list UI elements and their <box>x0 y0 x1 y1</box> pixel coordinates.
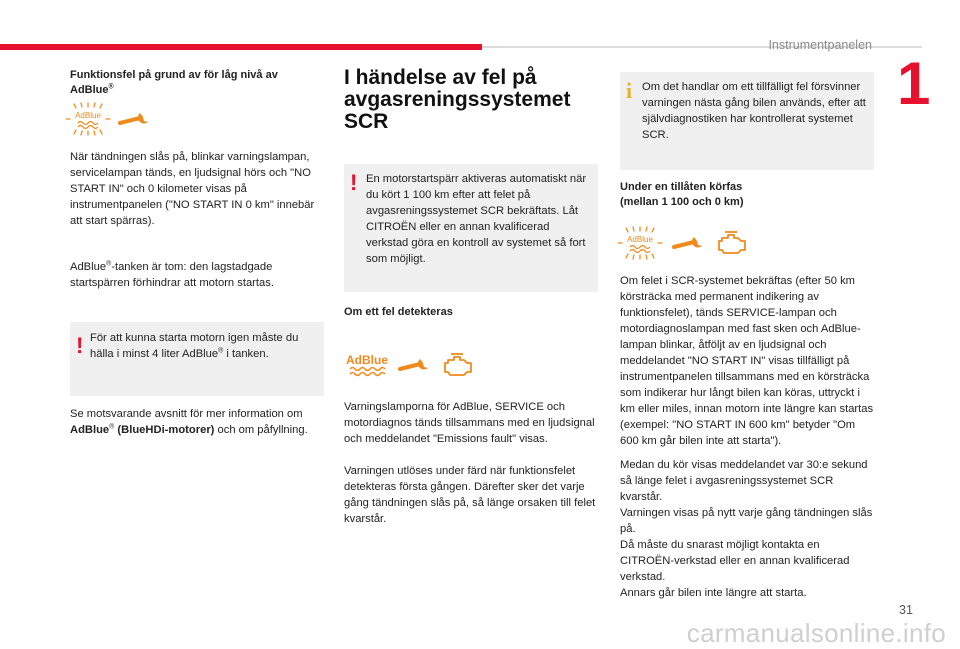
col2-title: I händelse av fel på avgasreningssystemet SCR <box>344 66 571 133</box>
col3-para5: Annars går bilen inte längre att starta. <box>620 587 807 599</box>
section-title: Instrumentpanelen <box>768 38 872 52</box>
watermark: carmanualsonline.info <box>686 618 946 648</box>
engine-icon <box>714 228 748 258</box>
col1-para1: När tändningen slås på, blinkar varningslampan, servicelampan tänds, en ljudsignal hörs och "NO START IN" och 0 kilometer visas på instrumentpanelen ("NO START IN 0 km" innebär att start spärras). <box>70 151 315 227</box>
svg-text:AdBlue: AdBlue <box>627 235 653 244</box>
col3-subheading: Under en tillåten körfas (mellan 1 100 och 0 km) <box>620 181 744 208</box>
adblue-warning-icon <box>66 102 114 136</box>
col1-warning-text: För att kunna starta motorn igen måste du hälla i minst 4 liter AdBlue® i tanken. <box>90 332 299 360</box>
col2-subheading: Om ett fel detekteras <box>344 306 453 318</box>
col3-para3: Varningen visas på nytt varje gång tändningen slås på. <box>620 507 873 535</box>
col3-info-box <box>620 72 874 170</box>
col1-para2: AdBlue®-tanken är tom: den lagstadgade startspärren förhindrar att motorn startas. <box>70 260 274 289</box>
header-red-bar <box>0 44 482 50</box>
col1-see-also: Se motsvarande avsnitt för mer information om AdBlue® (BlueHDi-motorer) och om påfyllning. <box>70 408 308 436</box>
svg-text:AdBlue: AdBlue <box>346 353 388 367</box>
svg-text:AdBlue: AdBlue <box>75 111 101 120</box>
wrench-icon <box>398 356 434 376</box>
wrench-icon <box>672 234 708 254</box>
engine-icon <box>440 350 474 380</box>
info-icon: i <box>626 78 633 103</box>
col3-info-text: Om det handlar om ett tillfälligt fel försvinner varningen nästa gång bilen används, efter att självdiagnostiken har kontrollerat systemet SCR. <box>642 81 866 141</box>
col1-heading: Funktionsfel på grund av för låg nivå av AdBlue® <box>70 69 278 96</box>
col3-para2: Medan du kör visas meddelandet var 30:e sekund så länge felet i avgasreningssystemet SCR kvarstår. <box>620 459 868 503</box>
chapter-number: 1 <box>897 50 931 117</box>
wrench-icon <box>118 110 154 130</box>
col2-warning-box <box>344 164 598 292</box>
col2-para1: Varningslamporna för AdBlue, SERVICE och motordiagnos tänds tillsammans med en ljudsignal och meddelandet "Emissions fault" visas. <box>344 401 595 445</box>
col2-para2: Varningen utlöses under färd när funktionsfelet detekteras första gången. Därefter sker det varje gång tändningen slås på, så länge orsaken till felet kvarstår. <box>344 465 596 525</box>
col1-warning-box <box>70 322 324 396</box>
warning-icon: ! <box>350 170 358 195</box>
adblue-warning-icon <box>618 226 666 260</box>
col3-para1: Om felet i SCR-systemet bekräftas (efter 50 km körsträcka med permanent indikering av funktionsfelet), tänds SERVICE-lampan och motordiagnoslampan med fast sken och AdBlue-lampan blinkar, åtföljt av en ljudsignal och meddelandet "NO START IN" visas tillfälligt på instrumentpanelen tillsammans med en körsträcka som indikerar hur långt bilen kan köras, uttryckt i km eller miles, innan motorn inte längre kan startas (exempel: "NO START IN 600 km" betyder "Om 600 km går bilen inte att starta"). <box>620 275 874 447</box>
adblue-icon <box>346 352 390 378</box>
col2-warning-text: En motorstartspärr aktiveras automatiskt när du kört 1 100 km efter att felet på avgasreningssystemet SCR bekräftats. Låt CITROËN eller en annan kvalificerad verkstad göra en kontroll av systemet så fort som möjligt. <box>366 173 587 265</box>
col3-para4: Då måste du snarast möjligt kontakta en CITROËN-verkstad eller en annan kvalificerad verkstad. <box>620 539 850 583</box>
page-number: 31 <box>899 603 913 617</box>
warning-icon: ! <box>76 333 84 358</box>
